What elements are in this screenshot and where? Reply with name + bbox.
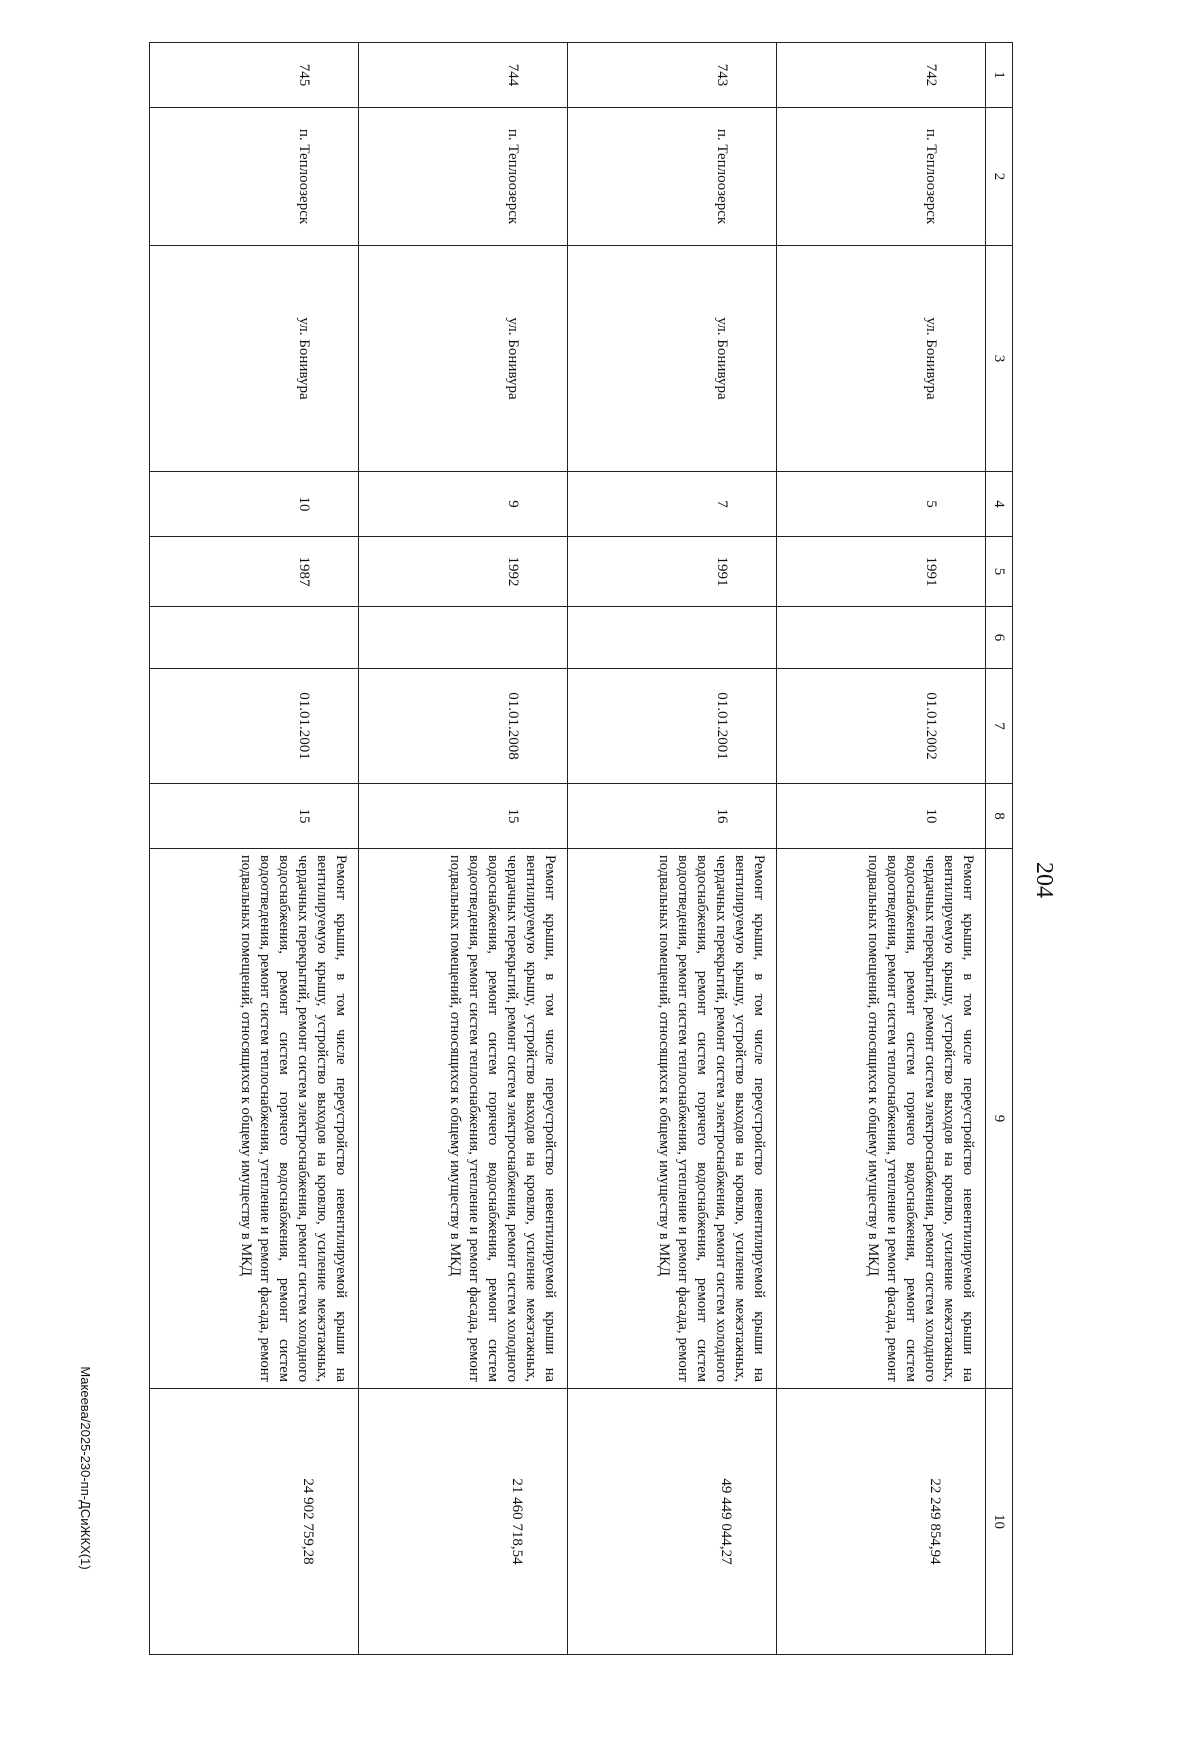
- row-number: 745: [150, 43, 359, 108]
- row-number: 743: [568, 43, 777, 108]
- cost-cell: 49 449 044,27: [568, 1389, 777, 1655]
- settlement-cell: п. Теплоозерск: [777, 108, 986, 246]
- column-header: 6: [986, 607, 1013, 669]
- column-header: 2: [986, 108, 1013, 246]
- col6-cell: [359, 607, 568, 669]
- house-cell: 10: [150, 472, 359, 537]
- floors-cell: 16: [568, 784, 777, 849]
- date-cell: 01.01.2002: [777, 669, 986, 784]
- floors-cell: 15: [359, 784, 568, 849]
- works-cell: Ремонт крыши, в том числе переустройство невентилируемой крыши на вентилируемую крышу, устройство выходов на кровлю, усиление межэтажных, чердачных перекрытий, ремонт систем электроснабжения, ремонт систем холодного водоснабжения, ремонт систем горячего водоснабжения, ремонт систем водоотведения, ремонт систем теплоснабжения, утепление и ремонт фасада, ремонт подвальных помещений, относящихся к общему имуществу в МКД: [568, 849, 777, 1389]
- year-cell: 1992: [359, 537, 568, 607]
- year-cell: 1991: [777, 537, 986, 607]
- column-header: 5: [986, 537, 1013, 607]
- works-cell: Ремонт крыши, в том числе переустройство невентилируемой крыши на вентилируемую крышу, устройство выходов на кровлю, усиление межэтажных, чердачных перекрытий, ремонт систем электроснабжения, ремонт систем холодного водоснабжения, ремонт систем горячего водоснабжения, ремонт систем водоотведения, ремонт систем теплоснабжения, утепление и ремонт фасада, ремонт подвальных помещений, относящихся к общему имуществу в МКД: [150, 849, 359, 1389]
- cost-cell: 24 902 759,28: [150, 1389, 359, 1655]
- street-cell: ул. Бонивура: [568, 246, 777, 472]
- column-header: 8: [986, 784, 1013, 849]
- column-header: 3: [986, 246, 1013, 472]
- year-cell: 1991: [568, 537, 777, 607]
- column-header: 4: [986, 472, 1013, 537]
- page-number: 204: [1031, 862, 1057, 898]
- street-cell: ул. Бонивура: [359, 246, 568, 472]
- header-row: [986, 43, 1013, 1655]
- cost-cell: 22 249 854,94: [777, 1389, 986, 1655]
- date-cell: 01.01.2001: [568, 669, 777, 784]
- column-header: 10: [986, 1389, 1013, 1655]
- house-cell: 9: [359, 472, 568, 537]
- street-cell: ул. Бонивура: [150, 246, 359, 472]
- row-number: 744: [359, 43, 568, 108]
- row-number: 742: [777, 43, 986, 108]
- rotated-table-container: [149, 42, 1013, 1654]
- floors-cell: 15: [150, 784, 359, 849]
- document-footer: Макеева/2025-230-пп-ДСиЖКХ(1): [78, 1366, 93, 1570]
- column-header: 1: [986, 43, 1013, 108]
- house-cell: 7: [568, 472, 777, 537]
- date-cell: 01.01.2001: [150, 669, 359, 784]
- repair-table: [149, 42, 1013, 1655]
- floors-cell: 10: [777, 784, 986, 849]
- settlement-cell: п. Теплоозерск: [150, 108, 359, 246]
- table-row: [568, 43, 777, 1655]
- col6-cell: [568, 607, 777, 669]
- date-cell: 01.01.2008: [359, 669, 568, 784]
- column-header: 7: [986, 669, 1013, 784]
- table-row: [777, 43, 986, 1655]
- col6-cell: [777, 607, 986, 669]
- settlement-cell: п. Теплоозерск: [359, 108, 568, 246]
- settlement-cell: п. Теплоозерск: [568, 108, 777, 246]
- column-header: 9: [986, 849, 1013, 1389]
- street-cell: ул. Бонивура: [777, 246, 986, 472]
- house-cell: 5: [777, 472, 986, 537]
- cost-cell: 21 460 718,54: [359, 1389, 568, 1655]
- col6-cell: [150, 607, 359, 669]
- works-cell: Ремонт крыши, в том числе переустройство невентилируемой крыши на вентилируемую крышу, устройство выходов на кровлю, усиление межэтажных, чердачных перекрытий, ремонт систем электроснабжения, ремонт систем холодного водоснабжения, ремонт систем горячего водоснабжения, ремонт систем водоотведения, ремонт систем теплоснабжения, утепление и ремонт фасада, ремонт подвальных помещений, относящихся к общему имуществу в МКД: [777, 849, 986, 1389]
- table-row: [359, 43, 568, 1655]
- works-cell: Ремонт крыши, в том числе переустройство невентилируемой крыши на вентилируемую крышу, устройство выходов на кровлю, усиление межэтажных, чердачных перекрытий, ремонт систем электроснабжения, ремонт систем холодного водоснабжения, ремонт систем горячего водоснабжения, ремонт систем водоотведения, ремонт систем теплоснабжения, утепление и ремонт фасада, ремонт подвальных помещений, относящихся к общему имуществу в МКД: [359, 849, 568, 1389]
- year-cell: 1987: [150, 537, 359, 607]
- table-row: [150, 43, 359, 1655]
